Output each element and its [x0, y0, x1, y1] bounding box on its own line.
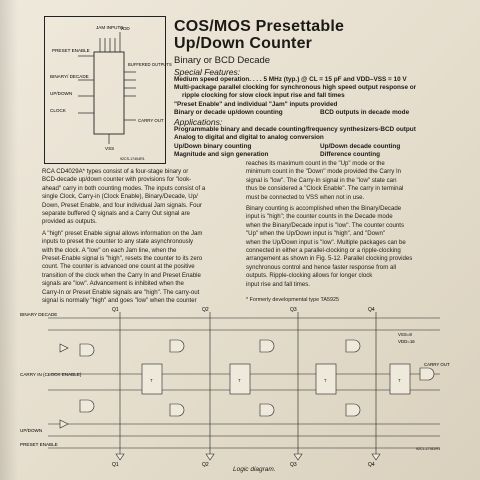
bd-vss: VSS [105, 146, 115, 151]
text-line: Down, Preset Enable, and four individual Jam signals. Four [42, 201, 202, 209]
bd-preset-enable: PRESET ENABLE [52, 48, 90, 53]
text-line: signal is "low". The Carry-In signal in the "low" state can [246, 176, 397, 184]
text-line: A "high" preset Enable signal allows information on the Jam [42, 229, 203, 237]
ld-q1-out: Q1 [112, 462, 119, 468]
text-line: single Clock, Carry-in (Clock Enable), Binary/Decade, Up/ [42, 193, 198, 201]
text-line: Carry-In or Preset Enable signals are "high". The carry-out [42, 288, 200, 296]
feature-item: ripple clocking for slow clock input rise and fall times [182, 92, 345, 100]
feature-item: "Preset Enable" and individual "Jam" inputs provided [174, 100, 338, 108]
ld-q2-jam: Q2 [202, 307, 209, 313]
diagram-caption: Logic diagram. [233, 466, 276, 473]
svg-text:T: T [398, 378, 401, 383]
application-item: Programmable binary and decade counting/frequency synthesizers-BCD output [174, 126, 416, 133]
right-column-text [246, 160, 444, 289]
left-column-text [42, 168, 232, 306]
text-line: arrangement as shown in Fig. 5-12. Parallel clocking provides [246, 255, 413, 263]
application-pair-right: Difference counting [320, 151, 381, 158]
application-pair-right: Up/Down decade counting [320, 143, 401, 150]
feature-item: Medium speed operation. . . . 5 MHz (typ.) @ CL = 15 pF and VDD–VSS = 10 V [174, 76, 407, 83]
text-line: signal is normally "high" and goes "low" when the counter [42, 297, 197, 305]
text-line: "Up" when the Up/Down input is "high", and "Down" [246, 230, 385, 238]
text-line: ahead" carry in both counting modes. The inputs consist of a [42, 184, 206, 192]
ld-carry-out: CARRY OUT [424, 362, 450, 367]
text-line: signals are "low". Advancement is inhibited when the [42, 280, 184, 288]
bd-jam-inputs: JAM INPUTS [96, 25, 124, 30]
ld-up-down: UP/DOWN [20, 428, 43, 433]
logic-diagram [20, 304, 458, 468]
bd-carry-out: CARRY OUT [138, 118, 164, 123]
ld-code: 92CL-17411R1 [416, 447, 441, 451]
text-line: must be connected to VSS when not in use. [246, 193, 365, 201]
text-line: thus be considered a "Clock Enable". The carry in terminal [246, 185, 404, 193]
text-line: provided as outputs. [42, 218, 97, 226]
feature-pair-right: BCD outputs in decade mode [320, 109, 410, 116]
text-line: transition of the clock when the Carry In and Preset Enable [42, 271, 201, 279]
text-line: input is "high"; the counter counts in the Decade mode [246, 213, 393, 221]
features-list [174, 76, 454, 109]
text-line: synchronous control and hence faster response from all [246, 263, 397, 271]
ld-q2-out: Q2 [202, 462, 209, 468]
application-pair-left: Up/Down binary counting [174, 143, 252, 150]
application-pair-left: Magnitude and sign generation [174, 151, 269, 158]
title-line-2: Up/Down Counter [174, 35, 313, 52]
ld-vss: VSS=8 [398, 332, 412, 337]
block-diagram [44, 16, 172, 164]
svg-text:T: T [238, 378, 241, 383]
ld-q1-jam: Q1 [112, 307, 119, 313]
ld-q4-jam: Q4 [368, 307, 375, 313]
svg-text:T: T [324, 378, 327, 383]
text-line: separate buffered Q signals and a Carry Out signal are [42, 210, 190, 218]
text-line: count. The counter is advanced one count at the positive [42, 263, 195, 271]
ld-vdd: VDD=16 [398, 339, 415, 344]
bd-vdd: VDD [120, 26, 130, 31]
svg-text:T: T [150, 378, 153, 383]
ld-q3-out: Q3 [290, 462, 297, 468]
subtitle: Binary or BCD Decade [174, 55, 271, 66]
applications-list [174, 126, 454, 142]
text-line: BCD-decade up/down counter with provisions for "look- [42, 176, 192, 184]
ld-binary-decade: BINARY DECADE [20, 312, 58, 317]
bd-clock: CLOCK [50, 108, 66, 113]
text-line: with the clock. A "low" on each Jam line, when the [42, 246, 177, 254]
text-line: outputs. Ripple-clocking allows for longer clock [246, 272, 373, 280]
bd-buffered-outputs: BUFFERED OUTPUTS [128, 62, 172, 67]
text-line: inputs to preset the counter to any state asynchronously [42, 238, 194, 246]
text-line: Preset-Enable signal is "high", resets the counter to its zero [42, 255, 203, 263]
bd-binary-decade: BINARY/ DECADE [50, 74, 89, 79]
text-line: input rise and fall times. [246, 280, 311, 288]
special-features-heading: Special Features: [174, 67, 241, 77]
application-item: Analog to digital and digital to analog conversion [174, 134, 324, 142]
ld-preset-enable: PRESET ENABLE [20, 442, 58, 447]
title-line-1: COS/MOS Presettable [174, 18, 345, 35]
text-line: reaches its maximum count in the "Up" mode or the [246, 160, 385, 167]
feature-item: Multi-package parallel clocking for synchronous high speed output response or [174, 84, 417, 92]
text-line: minimum count in the "Down" mode provided the Carry In [246, 168, 402, 176]
page-title [174, 18, 344, 52]
bd-code: 92CS-17404R1 [120, 157, 145, 161]
text-line: RCA CD4029A* types consist of a four-stage binary or [42, 168, 189, 175]
text-line: connected in either a parallel-clocking or a ripple-clocking [246, 247, 401, 255]
feature-pair-left: Binary or decade up/down counting [174, 109, 283, 116]
ld-q4-out: Q4 [368, 462, 375, 468]
applications-heading: Applications: [174, 117, 223, 127]
footnote: * Formerly developmental type TA5925 [246, 297, 339, 303]
text-line: when the Binary/Decade input is "low". The counter counts [246, 221, 404, 229]
text-line: Binary counting is accomplished when the Binary/Decade [246, 205, 402, 213]
text-line: when the Up/Down input is "low". Multiple packages can be [246, 238, 406, 246]
ld-q3-jam: Q3 [290, 307, 297, 313]
bd-up-down: UP/DOWN [50, 91, 73, 96]
ld-carry-in: CARRY IN (CLOCK ENABLE) [20, 372, 82, 377]
